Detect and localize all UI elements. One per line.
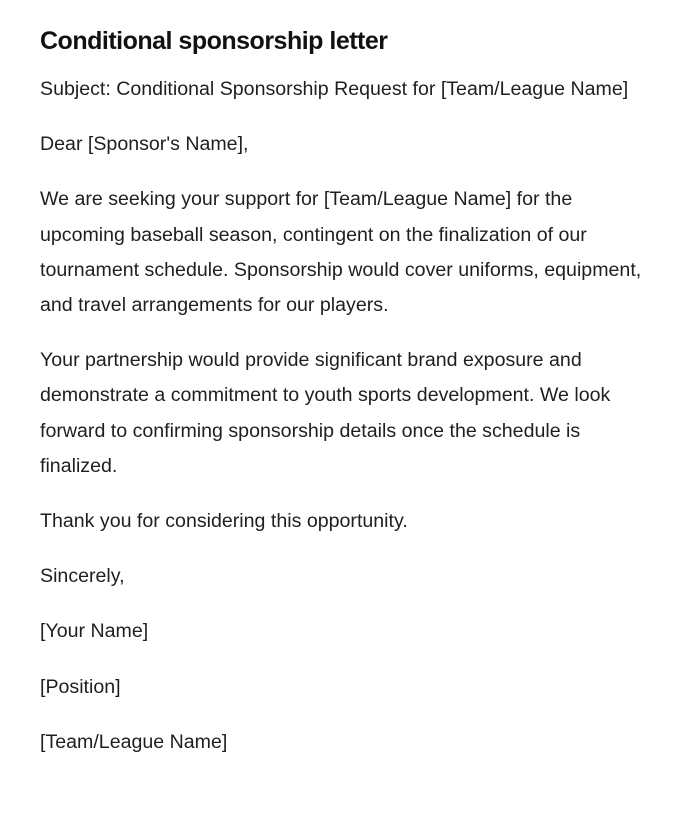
body-paragraph-1: We are seeking your support for [Team/League Name] for the upcoming baseball season, contingent on the finalization of our tournament schedule. Sponsorship would cover uniforms, equipment, and travel arrangements for our players. bbox=[40, 188, 642, 317]
signer-name: [Your Name] bbox=[40, 620, 149, 643]
signer-organization: [Team/League Name] bbox=[40, 730, 228, 753]
letter-document bbox=[40, 24, 644, 780]
salutation: Dear [Sponsor's Name], bbox=[40, 133, 249, 156]
closing-line: Sincerely, bbox=[40, 565, 125, 588]
body-paragraph-2: Your partnership would provide significant brand exposure and demonstrate a commitment to youth sports development. We look forward to confirming sponsorship details once the schedule is finalized. bbox=[40, 349, 611, 477]
subject-line: Subject: Conditional Sponsorship Request for [Team/League Name] bbox=[40, 78, 629, 100]
page-title: Conditional sponsorship letter bbox=[40, 27, 388, 55]
signer-position: [Position] bbox=[40, 675, 121, 698]
thank-you-line: Thank you for considering this opportunity. bbox=[40, 510, 408, 533]
